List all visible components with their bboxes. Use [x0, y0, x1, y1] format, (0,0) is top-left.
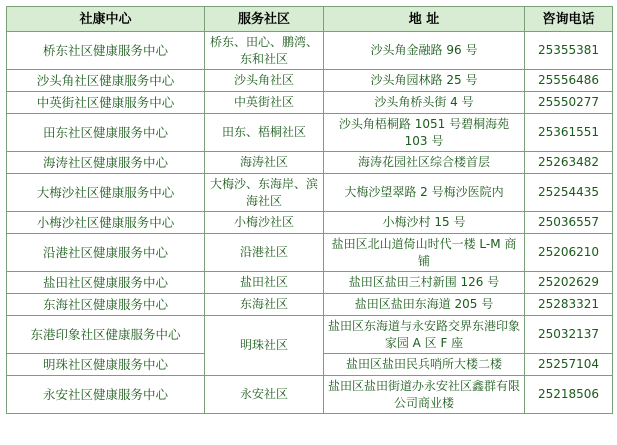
center-cell: 东海社区健康服务中心	[7, 294, 205, 316]
address-cell: 盐田区东海道与永安路交界东港印象家园 A 区 F 座	[324, 316, 525, 354]
center-cell: 沙头角社区健康服务中心	[7, 70, 205, 92]
phone-cell: 25218506	[525, 376, 613, 414]
center-cell: 沿港社区健康服务中心	[7, 234, 205, 272]
address-cell: 沙头角金融路 96 号	[324, 32, 525, 70]
table-row	[7, 174, 613, 212]
header-center: 社康中心	[7, 7, 205, 32]
phone-cell: 25361551	[525, 114, 613, 152]
phone-cell: 25036557	[525, 212, 613, 234]
header-address: 地 址	[324, 7, 525, 32]
phone-cell: 25032137	[525, 316, 613, 354]
center-cell: 中英街社区健康服务中心	[7, 92, 205, 114]
center-cell: 大梅沙社区健康服务中心	[7, 174, 205, 212]
phone-cell: 25556486	[525, 70, 613, 92]
table-row	[7, 316, 613, 354]
community-cell: 大梅沙、东海岸、滨海社区	[205, 174, 324, 212]
table-row	[7, 32, 613, 70]
community-cell: 田东、梧桐社区	[205, 114, 324, 152]
header-row	[7, 7, 613, 32]
community-cell: 沿港社区	[205, 234, 324, 272]
community-cell: 盐田社区	[205, 272, 324, 294]
header-phone: 咨询电话	[525, 7, 613, 32]
table-row	[7, 294, 613, 316]
address-cell: 盐田区盐田三村新围 126 号	[324, 272, 525, 294]
table-row	[7, 272, 613, 294]
address-cell: 海涛花园社区综合楼首层	[324, 152, 525, 174]
community-cell: 小梅沙社区	[205, 212, 324, 234]
center-cell: 明珠社区健康服务中心	[7, 354, 205, 376]
address-cell: 沙头角园林路 25 号	[324, 70, 525, 92]
table-row	[7, 234, 613, 272]
center-cell: 永安社区健康服务中心	[7, 376, 205, 414]
address-cell: 盐田区盐田民兵哨所大楼二楼	[324, 354, 525, 376]
community-cell: 桥东、田心、鹏湾、东和社区	[205, 32, 324, 70]
community-cell: 海涛社区	[205, 152, 324, 174]
header-community: 服务社区	[205, 7, 324, 32]
center-cell: 桥东社区健康服务中心	[7, 32, 205, 70]
table-row	[7, 92, 613, 114]
address-cell: 盐田区盐田东海道 205 号	[324, 294, 525, 316]
community-cell: 永安社区	[205, 376, 324, 414]
health-center-table	[6, 6, 613, 414]
address-cell: 沙头角梧桐路 1051 号碧桐海苑 103 号	[324, 114, 525, 152]
phone-cell: 25202629	[525, 272, 613, 294]
community-cell: 东海社区	[205, 294, 324, 316]
center-cell: 盐田社区健康服务中心	[7, 272, 205, 294]
address-cell: 盐田区北山道倚山时代一楼 L-M 商铺	[324, 234, 525, 272]
table-row	[7, 70, 613, 92]
center-cell: 海涛社区健康服务中心	[7, 152, 205, 174]
community-cell: 明珠社区	[205, 316, 324, 376]
center-cell: 东港印象社区健康服务中心	[7, 316, 205, 354]
phone-cell: 25283321	[525, 294, 613, 316]
community-cell: 沙头角社区	[205, 70, 324, 92]
table-row	[7, 114, 613, 152]
address-cell: 大梅沙望翠路 2 号梅沙医院内	[324, 174, 525, 212]
address-cell: 沙头角桥头街 4 号	[324, 92, 525, 114]
address-cell: 盐田区盐田街道办永安社区鑫群有限公司商业楼	[324, 376, 525, 414]
center-cell: 小梅沙社区健康服务中心	[7, 212, 205, 234]
phone-cell: 25254435	[525, 174, 613, 212]
table-row	[7, 152, 613, 174]
phone-cell: 25206210	[525, 234, 613, 272]
phone-cell: 25257104	[525, 354, 613, 376]
phone-cell: 25550277	[525, 92, 613, 114]
phone-cell: 25355381	[525, 32, 613, 70]
center-cell: 田东社区健康服务中心	[7, 114, 205, 152]
table-row	[7, 376, 613, 414]
community-cell: 中英街社区	[205, 92, 324, 114]
phone-cell: 25263482	[525, 152, 613, 174]
address-cell: 小梅沙村 15 号	[324, 212, 525, 234]
table-row	[7, 212, 613, 234]
